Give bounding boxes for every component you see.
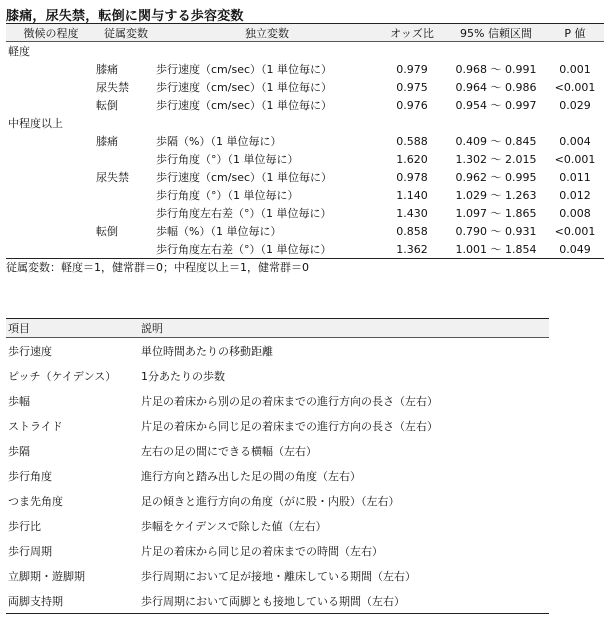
odds-ratio-cell: 1.620 (396, 152, 428, 166)
odds-ratio-cell: 0.588 (396, 134, 428, 148)
dependent-cell: 尿失禁 (96, 81, 129, 94)
header-severity: 徴候の程度 (6, 24, 96, 42)
item-cell: 歩行比 (8, 519, 41, 533)
independent-cell: 歩幅（%）（1 単位毎に） (156, 225, 282, 238)
independent-cell: 歩行角度（°）（1 単位毎に） (156, 189, 299, 202)
table-row (6, 588, 549, 614)
odds-ratio-cell: 1.362 (378, 240, 446, 259)
description-cell: 片足の着床から別の足の着床までの進行方向の長さ（左右） (141, 394, 438, 408)
table-row (6, 388, 549, 413)
description-cell: 1分あたりの歩数 (141, 369, 225, 383)
ci-cell: 0.964 ～ 0.986 (455, 81, 537, 94)
description-cell: 足の傾きと進行方向の角度（がに股・内股）（左右） (141, 494, 400, 508)
description-cell: 片足の着床から同じ足の着床までの時間（左右） (141, 544, 383, 558)
p-cell: 0.049 (546, 240, 604, 259)
item-cell: 歩行周期 (8, 544, 52, 558)
odds-ratio-cell: 0.975 (396, 80, 428, 94)
table-row (6, 338, 549, 364)
description-cell: 左右の足の間にできる横幅（左右） (141, 444, 317, 458)
dependent-cell (96, 186, 156, 204)
item-cell: 歩幅 (8, 394, 30, 408)
header-description: 説明 (139, 319, 549, 338)
dependent-cell (96, 240, 156, 259)
independent-cell: 歩行速度（cm/sec）（1 単位毎に） (156, 81, 333, 94)
p-cell: <0.001 (554, 224, 596, 238)
ci-cell: 0.968 ～ 0.991 (455, 63, 537, 76)
description-cell: 歩行周期において両脚とも接地している期間（左右） (139, 588, 549, 614)
odds-ratio-cell: 0.976 (396, 98, 428, 112)
header-item: 項目 (6, 319, 139, 338)
table-row (6, 538, 549, 563)
independent-cell: 歩行角度左右差（°）（1 単位毎に） (156, 207, 332, 220)
description-cell: 進行方向と踏み出した足の間の角度（左右） (141, 469, 361, 483)
ci-cell: 1.001 ～ 1.854 (446, 240, 546, 259)
table-row (6, 168, 604, 186)
table-header-row (6, 319, 549, 338)
odds-ratio-cell: 0.979 (396, 62, 428, 76)
table-row (6, 186, 604, 204)
dependent-cell: 膝痛 (96, 135, 118, 148)
ci-cell: 1.302 ～ 2.015 (455, 153, 537, 166)
item-cell: 歩隔 (8, 444, 30, 458)
table-row (6, 488, 549, 513)
p-cell: 0.012 (559, 188, 591, 202)
item-cell: 両脚支持期 (6, 588, 139, 614)
table-footnote: 従属変数：軽度＝1，健常群＝0；中程度以上＝1，健常群＝0 (6, 261, 309, 274)
ci-cell: 0.409 ～ 0.845 (455, 135, 537, 148)
table-row (6, 150, 604, 168)
odds-ratio-cell: 1.430 (396, 206, 428, 220)
table-row (6, 132, 604, 150)
item-cell: 歩行角度 (8, 469, 52, 483)
table-row (6, 513, 549, 538)
table-row (6, 96, 604, 114)
dependent-cell (96, 150, 156, 168)
p-cell: 0.029 (559, 98, 591, 112)
dependent-cell: 膝痛 (96, 63, 118, 76)
description-cell: 片足の着床から同じ足の着床までの進行方向の長さ（左右） (141, 419, 438, 433)
independent-cell: 歩行角度（°）（1 単位毎に） (156, 153, 299, 166)
ci-cell: 1.097 ～ 1.865 (455, 207, 537, 220)
item-cell: ピッチ（ケイデンス） (8, 369, 117, 383)
table-row (6, 240, 604, 259)
header-dependent: 従属変数 (96, 24, 156, 42)
table-row (6, 463, 549, 488)
item-cell: つま先角度 (8, 494, 63, 508)
ci-cell: 1.029 ～ 1.263 (455, 189, 537, 202)
p-cell: 0.001 (559, 62, 591, 76)
ci-cell: 0.962 ～ 0.995 (455, 171, 537, 184)
p-cell: 0.004 (559, 134, 591, 148)
odds-ratio-cell: 0.978 (396, 170, 428, 184)
header-odds-ratio: オッズ比 (378, 24, 446, 42)
independent-cell: 歩隔（%）（1 単位毎に） (156, 135, 282, 148)
independent-cell: 歩行速度（cm/sec）（1 単位毎に） (156, 99, 333, 112)
table-row (6, 78, 604, 96)
ci-cell: 0.790 ～ 0.931 (455, 225, 537, 238)
table-row (6, 42, 604, 61)
table-row (6, 363, 549, 388)
table-row (6, 563, 549, 588)
item-cell: 立脚期・遊脚期 (8, 569, 85, 583)
dependent-cell (96, 204, 156, 222)
table-row (6, 204, 604, 222)
p-cell: <0.001 (554, 152, 596, 166)
description-cell: 単位時間あたりの移動距離 (141, 344, 273, 358)
table-row (6, 114, 604, 132)
item-cell: ストライド (8, 419, 63, 433)
header-p: P 値 (546, 24, 604, 42)
table-row (6, 60, 604, 78)
dependent-cell: 尿失禁 (96, 171, 129, 184)
dependent-cell: 転倒 (96, 225, 118, 238)
table-header-row (6, 24, 604, 42)
odds-ratio-cell: 0.858 (396, 224, 428, 238)
page-title: 膝痛，尿失禁，転倒に関与する歩容変数 (6, 9, 244, 24)
dependent-cell: 転倒 (96, 99, 118, 112)
description-cell: 歩幅をケイデンスで除した値（左右） (141, 519, 327, 533)
table-row (6, 413, 549, 438)
independent-cell: 歩行角度左右差（°）（1 単位毎に） (156, 240, 378, 259)
header-independent: 独立変数 (156, 24, 378, 42)
severity-cell: 軽度 (8, 45, 30, 58)
table-row (6, 438, 549, 463)
header-ci: 95% 信頼区間 (446, 24, 546, 42)
p-cell: 0.008 (559, 206, 591, 220)
ci-cell: 0.954 ～ 0.997 (455, 99, 537, 112)
p-cell: 0.011 (559, 170, 591, 184)
odds-ratio-table (6, 23, 604, 259)
independent-cell: 歩行速度（cm/sec）（1 単位毎に） (156, 63, 333, 76)
independent-cell: 歩行速度（cm/sec）（1 単位毎に） (156, 171, 333, 184)
odds-ratio-cell: 1.140 (396, 188, 428, 202)
description-cell: 歩行周期において足が接地・離床している期間（左右） (141, 569, 416, 583)
item-cell: 歩行速度 (8, 344, 52, 358)
p-cell: <0.001 (554, 80, 596, 94)
table-row (6, 222, 604, 240)
gait-definition-table (6, 318, 549, 614)
severity-cell: 中程度以上 (8, 117, 63, 130)
